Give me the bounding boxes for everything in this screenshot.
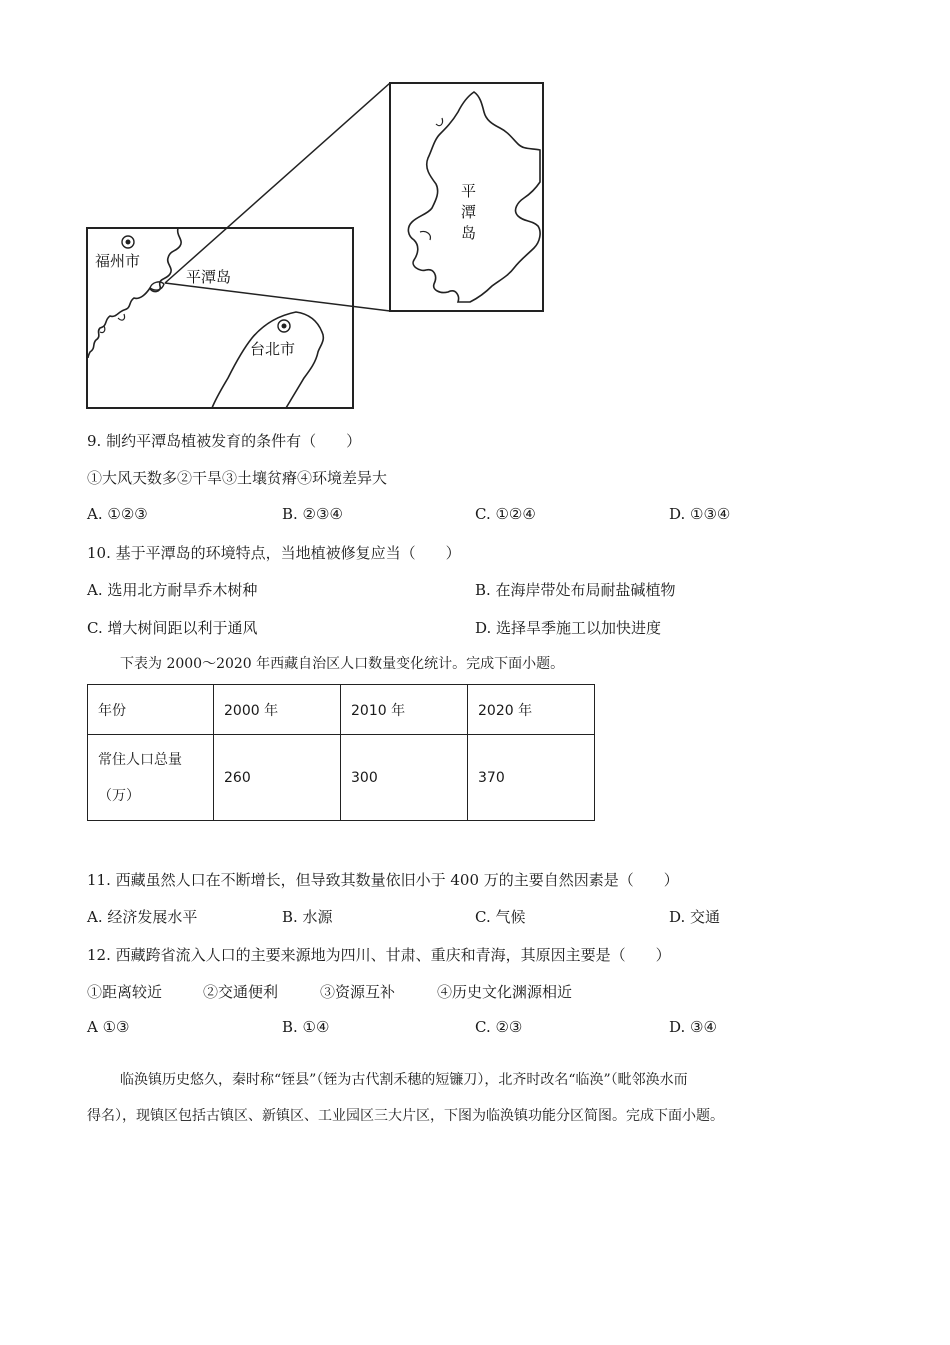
q9-option-b[interactable]: B. ②③④ [282, 505, 343, 523]
table-row [88, 735, 595, 821]
row-label-line2: （万） [98, 787, 140, 804]
taipei-city-icon [278, 320, 290, 332]
label-fuzhou: 福州市 [95, 252, 141, 270]
fujian-coastline [88, 228, 181, 358]
q10-option-c[interactable]: C. 增大树间距以利于通风 [87, 619, 258, 637]
table-cell: 300 [341, 735, 468, 821]
linhuan-intro-line2: 得名），现镇区包括古镇区、新镇区、工业园区三大片区，下图为临涣镇功能分区简图。完成下面小题。 [87, 1108, 724, 1124]
q10-option-b[interactable]: B. 在海岸带处布局耐盐碱植物 [475, 581, 676, 599]
q12-statement-2: ②交通便利 [203, 983, 279, 1001]
q10-option-a[interactable]: A. 选用北方耐旱乔木树种 [87, 581, 258, 599]
q12-option-a[interactable]: A ①③ [87, 1018, 130, 1036]
table-header-row [88, 685, 595, 735]
q11-stem: 11. 西藏虽然人口在不断增长，但导致其数量依旧小于 400 万的主要自然因素是（ ） [87, 871, 679, 889]
table-header-cell: 2000 年 [214, 685, 341, 735]
q12-statement-1: ①距离较近 [87, 983, 163, 1001]
fuzhou-city-icon [122, 236, 134, 248]
q12-statement-4: ④历史文化渊源相近 [437, 983, 573, 1001]
table-intro: 下表为 2000～2020 年西藏自治区人口数量变化统计。完成下面小题。 [120, 656, 565, 672]
q12-option-c[interactable]: C. ②③ [475, 1018, 523, 1036]
table-header-cell: 2010 年 [341, 685, 468, 735]
label-pingtan: 平潭岛 [186, 268, 232, 286]
inset-label-char-1: 平 [461, 182, 477, 200]
q12-option-b[interactable]: B. ①④ [282, 1018, 330, 1036]
pingtan-location-map [0, 0, 950, 420]
q11-option-d[interactable]: D. 交通 [669, 908, 721, 926]
table-cell: 260 [214, 735, 341, 821]
q10-stem: 10. 基于平潭岛的环境特点，当地植被修复应当（ ） [87, 544, 461, 562]
label-taipei: 台北市 [250, 340, 296, 358]
q11-option-b[interactable]: B. 水源 [282, 908, 333, 926]
table-row-label [88, 735, 214, 821]
q9-option-a[interactable]: A. ①②③ [87, 505, 148, 523]
taiwan-outline [212, 312, 323, 408]
row-label-line1: 常住人口总量 [98, 751, 182, 768]
table-cell: 370 [468, 735, 595, 821]
q9-option-d[interactable]: D. ①③④ [669, 505, 731, 523]
q9-stem: 9. 制约平潭岛植被发育的条件有（ ） [87, 432, 362, 450]
q11-option-c[interactable]: C. 气候 [475, 908, 526, 926]
q12-option-d[interactable]: D. ③④ [669, 1018, 717, 1036]
inset-label-char-2: 潭 [461, 203, 477, 221]
q10-option-d[interactable]: D. 选择旱季施工以加快进度 [475, 619, 662, 637]
table-header-cell: 2020 年 [468, 685, 595, 735]
q12-statement-3: ③资源互补 [320, 983, 396, 1001]
inset-label-char-3: 岛 [461, 224, 477, 242]
population-table [87, 684, 595, 821]
linhuan-intro-line1: 临涣镇历史悠久，秦时称“铚县”（铚为古代割禾穗的短镰刀），北齐时改名“临涣”（毗邻涣水而 [120, 1072, 688, 1088]
q9-statements: ①大风天数多②干旱③土壤贫瘠④环境差异大 [87, 469, 388, 487]
table-header-cell: 年份 [88, 685, 214, 735]
q9-option-c[interactable]: C. ①②④ [475, 505, 536, 523]
q11-option-a[interactable]: A. 经济发展水平 [87, 908, 198, 926]
q12-stem: 12. 西藏跨省流入人口的主要来源地为四川、甘肃、重庆和青海，其原因主要是（ ） [87, 946, 671, 964]
